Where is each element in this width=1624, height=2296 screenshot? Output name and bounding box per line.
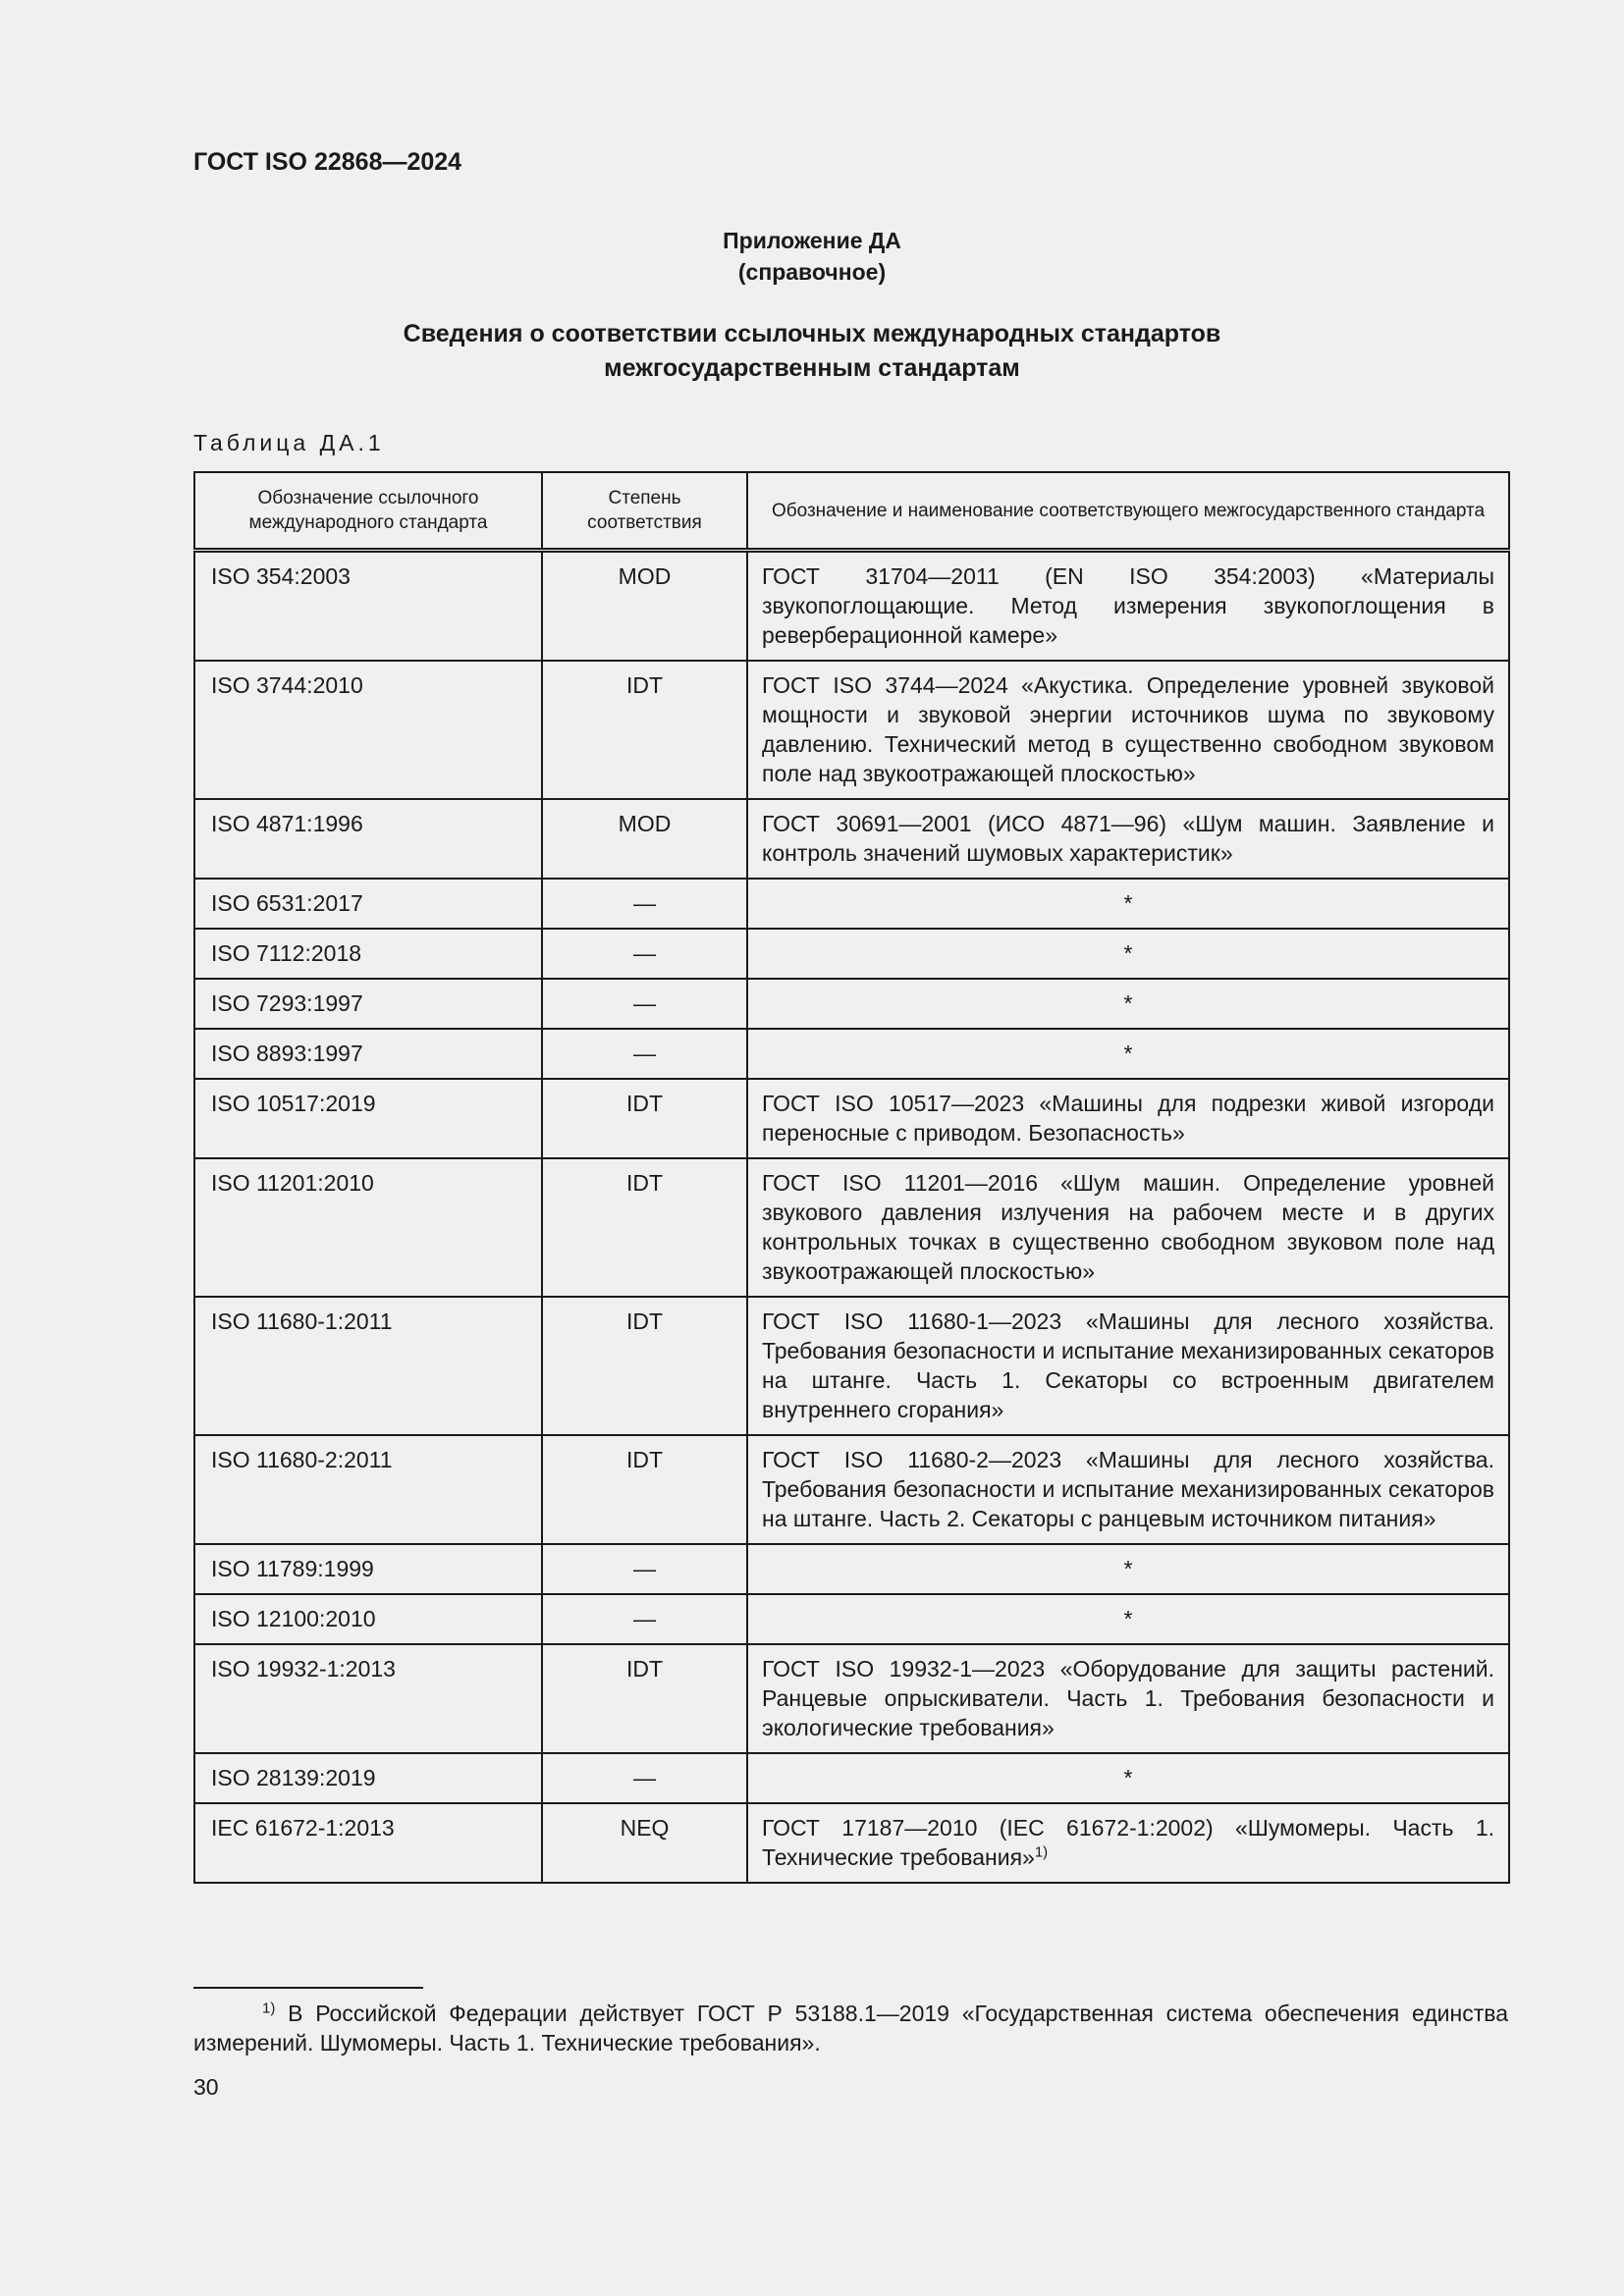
table-row xyxy=(194,551,1509,662)
document-header: ГОСТ ISO 22868—2024 xyxy=(193,148,462,176)
cell-international-standard: ISO 10517:2019 xyxy=(194,1079,542,1158)
cell-interstate-standard-text: * xyxy=(1123,990,1133,1016)
cell-degree: IDT xyxy=(542,1079,747,1158)
cell-interstate-standard-text: * xyxy=(1123,940,1133,966)
cell-international-standard: ISO 7293:1997 xyxy=(194,979,542,1029)
cell-interstate-standard-text: ГОСТ ISO 19932-1—2023 «Оборудование для защиты растений. Ранцевые опрыскиватели. Часть 1. Требования безопасности и экологические требования» xyxy=(762,1656,1494,1740)
cell-interstate-standard xyxy=(747,979,1509,1029)
cell-degree: NEQ xyxy=(542,1803,747,1883)
cell-interstate-standard xyxy=(747,879,1509,929)
cell-degree: IDT xyxy=(542,1644,747,1753)
cell-interstate-standard-text: ГОСТ ISO 11680-2—2023 «Машины для лесного хозяйства. Требования безопасности и испытание механизированных секаторов на штанге. Часть 2. Секаторы с ранцевым источником питания» xyxy=(762,1447,1494,1531)
cell-interstate-standard-text: * xyxy=(1123,1765,1133,1790)
annex-heading xyxy=(0,225,1624,288)
cell-interstate-standard xyxy=(747,1753,1509,1803)
cell-degree: — xyxy=(542,979,747,1029)
table-row xyxy=(194,1544,1509,1594)
cell-international-standard: ISO 11789:1999 xyxy=(194,1544,542,1594)
cell-interstate-standard xyxy=(747,1594,1509,1644)
cell-interstate-standard-text: * xyxy=(1123,1606,1133,1631)
table-row xyxy=(194,1644,1509,1753)
cell-interstate-standard-text: ГОСТ 17187—2010 (IEC 61672-1:2002) «Шумомеры. Часть 1. Технические требования» xyxy=(762,1815,1494,1870)
table-header-row xyxy=(194,472,1509,551)
table-body xyxy=(194,551,1509,1884)
table-row xyxy=(194,1753,1509,1803)
cell-international-standard: ISO 7112:2018 xyxy=(194,929,542,979)
cell-international-standard: ISO 12100:2010 xyxy=(194,1594,542,1644)
annex-subtitle: (справочное) xyxy=(737,259,887,285)
header-international-standard: Обозначение ссылочного международного стандарта xyxy=(194,472,542,551)
cell-international-standard: ISO 11680-1:2011 xyxy=(194,1297,542,1435)
cell-degree: MOD xyxy=(542,551,747,662)
cell-degree: — xyxy=(542,929,747,979)
table-row xyxy=(194,1158,1509,1297)
cell-degree: — xyxy=(542,1753,747,1803)
footnote-marker: 1) xyxy=(262,2000,276,2017)
cell-interstate-standard xyxy=(747,551,1509,662)
table-row xyxy=(194,1803,1509,1883)
table-row xyxy=(194,1435,1509,1544)
cell-international-standard: ISO 11201:2010 xyxy=(194,1158,542,1297)
cell-international-standard: ISO 11680-2:2011 xyxy=(194,1435,542,1544)
standards-correspondence-table xyxy=(193,471,1510,1884)
cell-degree: IDT xyxy=(542,661,747,799)
cell-interstate-standard-text: * xyxy=(1123,1556,1133,1581)
table-row xyxy=(194,799,1509,879)
cell-interstate-standard xyxy=(747,929,1509,979)
cell-international-standard: ISO 8893:1997 xyxy=(194,1029,542,1079)
cell-interstate-standard xyxy=(747,1079,1509,1158)
table-row xyxy=(194,879,1509,929)
cell-interstate-standard xyxy=(747,1644,1509,1753)
section-title-line-2: межгосударственным стандартам xyxy=(604,354,1020,382)
cell-interstate-standard xyxy=(747,1435,1509,1544)
cell-degree: IDT xyxy=(542,1435,747,1544)
cell-international-standard: ISO 19932-1:2013 xyxy=(194,1644,542,1753)
cell-degree: — xyxy=(542,1594,747,1644)
cell-interstate-standard-text: ГОСТ ISO 3744—2024 «Акустика. Определение уровней звуковой мощности и звуковой энергии источников шума по звуковому давлению. Технический метод в существенно свободном звуковом поле над звукоотражающей плоскостью» xyxy=(762,672,1494,786)
table-row xyxy=(194,661,1509,799)
cell-degree: IDT xyxy=(542,1158,747,1297)
cell-interstate-standard-text: * xyxy=(1123,1041,1133,1066)
cell-interstate-standard-text: ГОСТ 31704—2011 (EN ISO 354:2003) «Материалы звукопоглощающие. Метод измерения звукопоглощения в реверберационной камере» xyxy=(762,563,1494,648)
footnote-text: В Российской Федерации действует ГОСТ Р 53188.1—2019 «Государственная система обеспечения единства измерений. Шумомеры. Часть 1. Технические требования». xyxy=(193,2001,1508,2056)
footnote xyxy=(193,1999,1508,2057)
header-interstate-standard: Обозначение и наименование соответствующего межгосударственного стандарта xyxy=(747,472,1509,551)
section-title-line-1: Сведения о соответствии ссылочных международных стандартов xyxy=(403,320,1221,347)
cell-interstate-standard xyxy=(747,661,1509,799)
table-row xyxy=(194,1029,1509,1079)
cell-interstate-standard xyxy=(747,1803,1509,1883)
cell-international-standard: ISO 4871:1996 xyxy=(194,799,542,879)
cell-degree: — xyxy=(542,1029,747,1079)
cell-interstate-standard-text: ГОСТ ISO 11201—2016 «Шум машин. Определение уровней звукового давления излучения на рабочем месте и в других контрольных точках в существенно свободном звуковом поле над звукоотражающей плоскостью» xyxy=(762,1170,1494,1284)
cell-international-standard: ISO 6531:2017 xyxy=(194,879,542,929)
cell-degree: — xyxy=(542,1544,747,1594)
footnote-reference: 1) xyxy=(1034,1843,1049,1861)
table-row xyxy=(194,1079,1509,1158)
cell-degree: — xyxy=(542,879,747,929)
footnote-separator xyxy=(193,1987,423,1989)
cell-interstate-standard-text: ГОСТ 30691—2001 (ИСО 4871—96) «Шум машин. Заявление и контроль значений шумовых характеристик» xyxy=(762,811,1494,866)
cell-international-standard: ISO 3744:2010 xyxy=(194,661,542,799)
header-degree-of-correspondence: Степень соответствия xyxy=(542,472,747,551)
cell-degree: MOD xyxy=(542,799,747,879)
cell-interstate-standard xyxy=(747,1158,1509,1297)
section-title xyxy=(0,317,1624,386)
table-row xyxy=(194,929,1509,979)
cell-international-standard: ISO 28139:2019 xyxy=(194,1753,542,1803)
table-row xyxy=(194,979,1509,1029)
page-number: 30 xyxy=(193,2074,219,2100)
table-row xyxy=(194,1594,1509,1644)
cell-interstate-standard-text: ГОСТ ISO 11680-1—2023 «Машины для лесного хозяйства. Требования безопасности и испытание механизированных секаторов на штанге. Часть 1. Секаторы со встроенным двигателем внутреннего сгорания» xyxy=(762,1308,1494,1422)
cell-interstate-standard xyxy=(747,1029,1509,1079)
table-row xyxy=(194,1297,1509,1435)
table-caption: Таблица ДА.1 xyxy=(193,430,385,455)
cell-interstate-standard xyxy=(747,799,1509,879)
annex-title: Приложение ДА xyxy=(723,228,901,253)
cell-international-standard: IEC 61672-1:2013 xyxy=(194,1803,542,1883)
cell-interstate-standard-text: * xyxy=(1123,890,1133,916)
cell-degree: IDT xyxy=(542,1297,747,1435)
cell-interstate-standard xyxy=(747,1544,1509,1594)
cell-international-standard: ISO 354:2003 xyxy=(194,551,542,662)
cell-interstate-standard xyxy=(747,1297,1509,1435)
cell-interstate-standard-text: ГОСТ ISO 10517—2023 «Машины для подрезки живой изгороди переносные с приводом. Безопасность» xyxy=(762,1091,1494,1146)
